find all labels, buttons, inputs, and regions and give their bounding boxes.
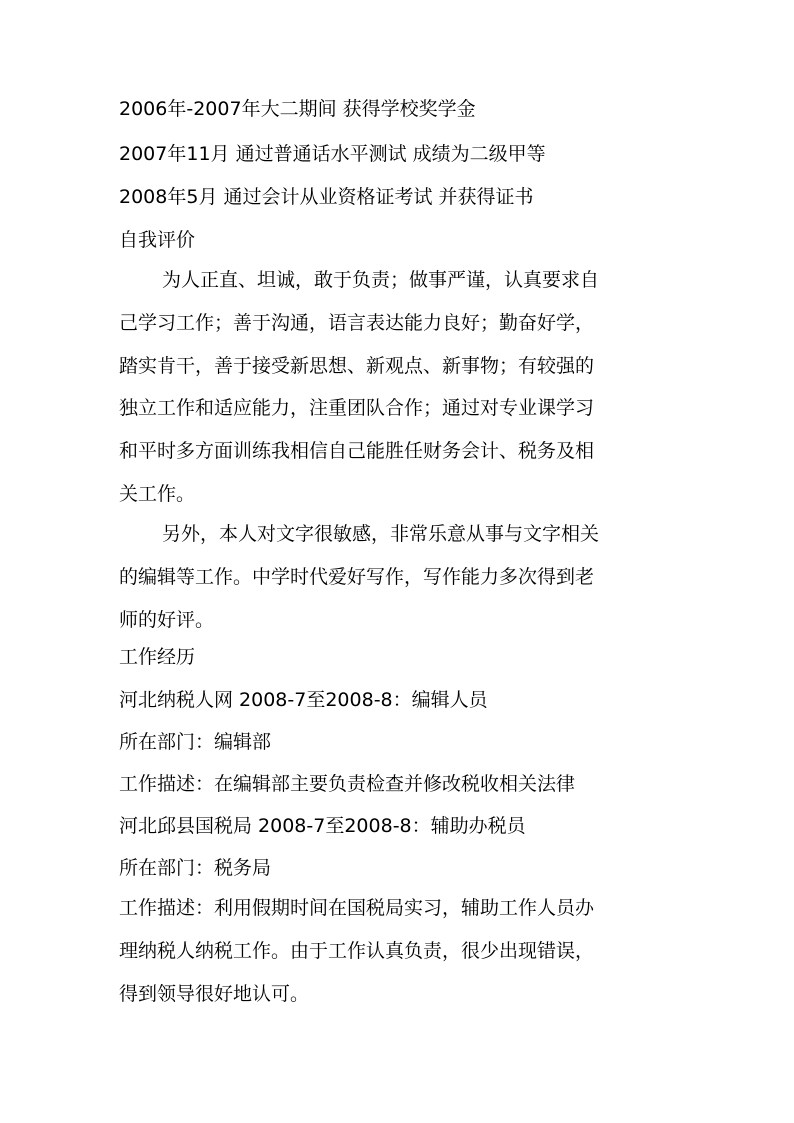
job2-description-line-1: 工作描述：利用假期时间在国税局实习，辅助工作人员办	[119, 897, 595, 919]
job1-description: 工作描述：在编辑部主要负责检查并修改税收相关法律	[119, 773, 576, 795]
education-line-3: 2008年5月 通过会计从业资格证考试 并获得证书	[119, 186, 534, 208]
job1-department: 所在部门：编辑部	[119, 731, 272, 753]
job2-title: 河北邱县国税局 2008-7至2008-8：辅助办税员	[119, 815, 526, 837]
job2-description-line-2: 理纳税人纳税工作。由于工作认真负责，很少出现错误，	[119, 940, 595, 962]
self-evaluation-heading: 自我评价	[119, 229, 196, 251]
work-experience-heading: 工作经历	[119, 646, 196, 668]
job2-department: 所在部门：税务局	[119, 857, 272, 879]
self-evaluation-p1-line-6: 关工作。	[119, 483, 196, 505]
self-evaluation-p1-line-4: 独立工作和适应能力，注重团队合作；通过对专业课学习	[119, 397, 595, 419]
job2-description-line-3: 得到领导很好地认可。	[119, 983, 310, 1005]
self-evaluation-p2-line-1: 另外，本人对文字很敏感，非常乐意从事与文字相关	[162, 523, 600, 545]
self-evaluation-p2-line-2: 的编辑等工作。中学时代爱好写作，写作能力多次得到老	[119, 566, 595, 588]
education-line-2: 2007年11月 通过普通话水平测试 成绩为二级甲等	[119, 143, 546, 165]
self-evaluation-p1-line-3: 踏实肯干，善于接受新思想、新观点、新事物；有较强的	[119, 355, 595, 377]
job1-title: 河北纳税人网 2008-7至2008-8：编辑人员	[119, 689, 488, 711]
self-evaluation-p2-line-3: 师的好评。	[119, 609, 215, 631]
education-line-1: 2006年-2007年大二期间 获得学校奖学金	[119, 98, 476, 120]
self-evaluation-p1-line-2: 己学习工作；善于沟通，语言表达能力良好；勤奋好学，	[119, 312, 595, 334]
self-evaluation-p1-line-5: 和平时多方面训练我相信自己能胜任财务会计、税务及相	[119, 440, 595, 462]
self-evaluation-p1-line-1: 为人正直、坦诚，敢于负责；做事严谨，认真要求自	[162, 269, 600, 291]
